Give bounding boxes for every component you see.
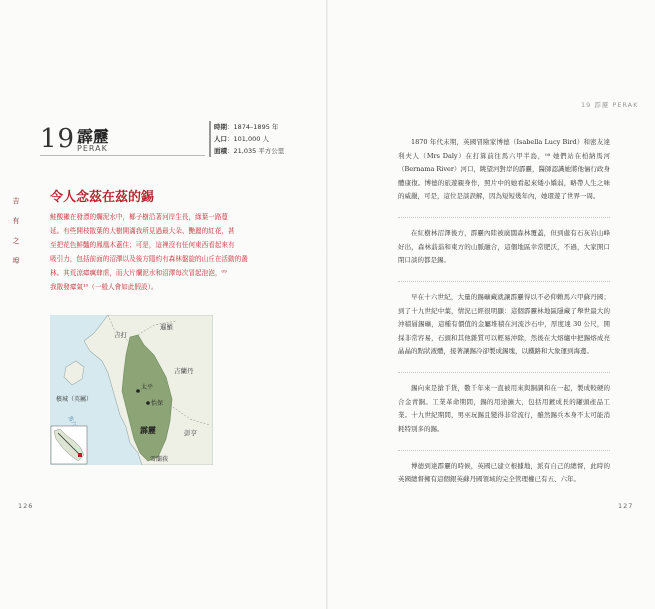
meta-area: 面積：21,035 平方公里 xyxy=(214,147,285,155)
quote-line: 林。其荒涼瘴癘肆虐，而大片爛泥水和沼澤每次冒起泡泡，⁰⁹ xyxy=(50,269,227,277)
quote-line: 吸引力，包括前面的沼澤以及後方隱約有森林盤旋的山丘在活動的叢 xyxy=(50,255,248,263)
map-label-penang: 檳城（英屬） xyxy=(56,396,93,403)
meta-period: 時期：1874–1895 年 xyxy=(214,123,279,131)
paragraph-separator xyxy=(398,450,610,451)
map-label-siam: 暹羅 xyxy=(160,323,173,331)
map-label-kelantan: 吉蘭丹 xyxy=(174,367,194,375)
inset-highlight xyxy=(78,453,82,457)
side-vertical-text xyxy=(11,191,21,271)
page-number: 127 xyxy=(618,502,634,510)
meta-population: 人口：101,000 人 xyxy=(214,135,269,143)
paragraph-separator xyxy=(398,217,610,218)
taiping-dot xyxy=(136,389,140,393)
map-label-ipoh: 怡保 xyxy=(151,400,164,407)
side-char: 埠 xyxy=(12,257,20,265)
paragraph: 錫向來是搶手貨，數千年來一直被用來與銅調和在一起，製成較硬的合金青銅。工業革命期間，錫的用途擴大，包括用鍍成長的罐頭產品工業。十九世紀期間，男巫玩錫且變得非常流行，雖然錫兵本身不太可能消耗特別多的錫。 xyxy=(398,384,610,433)
chapter-number: 19 xyxy=(40,124,76,154)
chapter-title: 霹靂 xyxy=(77,127,110,146)
map-label-kedah: 吉打 xyxy=(114,331,127,339)
meta-value: 1874–1895 年 xyxy=(233,123,279,131)
quote-block xyxy=(50,210,272,294)
map-label-taiping: 太平 xyxy=(141,384,154,391)
perak-map xyxy=(50,315,213,465)
quote-line: 至把花色鮮豔的鳳凰木蓋住；可是，這裡沒有任何東西看起來有 xyxy=(50,241,235,249)
side-char: 吉 xyxy=(12,197,20,205)
meta-label: 人口 xyxy=(214,135,227,143)
side-char: 之 xyxy=(12,237,20,245)
running-head: 19 霹靂 PERAK xyxy=(581,101,639,109)
map-label-perak: 霹靂 xyxy=(140,426,156,435)
paragraph: 1870 年代末期，英國冒險家博德（Isabella Lucy Bird）和密友達利夫人（Mrs Daly）在打算前往馬六甲半島，⁰⁸ 她們站在柏納馬河（Bernama River）河口，眺望河對岸的霹靂，醫師認識她將他倆行政身體康復。博德的旅遊親身作，照片中的她看起來矮小嬌弱，略帶人生之味的威嚴，可是，這位是談誤解，因為短短幾年內，她環遊了世界一周。 xyxy=(398,138,610,200)
quote-line: 延。有些開枝散葉的大樹開滿我所見過最大朵、艷麗的紅花，甚 xyxy=(50,227,235,235)
map-label-pahang: 彭亨 xyxy=(184,429,197,437)
left-page xyxy=(0,0,327,609)
paragraph: 在紅樹林沼澤後方，霹靂內陸被廣闊森林覆蓋，但到處有石灰岩山峰好出，森林蓊蓊和東方的山脈融合，這個地區幸常肥沃，不過，大家開口閉口談的都是錫。 xyxy=(398,229,610,264)
meta-label: 時期 xyxy=(214,123,227,131)
side-char: 有 xyxy=(12,217,20,225)
meta-label: 面積 xyxy=(214,147,227,155)
page-number: 126 xyxy=(18,502,34,510)
quote-title: 令人念茲在茲的錫 xyxy=(50,190,155,205)
quote-line: 我散發瘴氣¹⁰（一般人會如此假設）。 xyxy=(50,283,158,291)
meta-value: 21,035 平方公里 xyxy=(233,147,285,155)
meta-bar xyxy=(209,121,211,157)
body-text xyxy=(398,136,610,500)
paragraph-separator xyxy=(398,372,610,373)
chapter-rule xyxy=(40,155,205,156)
paragraph: 博德到達霹靂的時候，英國已建立根據地，派有自己的總督，此時的英國總督擁有這個銀英蘇丹國領域的完全管理權已有五、六年。 xyxy=(398,461,610,483)
map-label-selangor: 雪蘭莪 xyxy=(150,456,169,463)
ipoh-dot xyxy=(146,401,150,405)
quote-line: 鮭酸獺在發漂的爛泥水中，椰子樹沿著河岸生長，綠葉一路蔓 xyxy=(50,213,229,221)
meta-value: 101,000 人 xyxy=(233,135,269,143)
chapter-subtitle: PERAK xyxy=(77,144,108,153)
paragraph-separator xyxy=(398,281,610,282)
paragraph: 早在十六世紀，大量的錫礦藏就讓霹靂得以不必仰賴馬六甲蘇丹國；到了十九世紀中葉，情況已經很明顯：這個霹靂林地區隱藏了舉世最大的沖積層錫礦，這種有價值的金屬堆積在河流沙石中，厚度達 30 公尺，開採非常容易，石頭和其他雜質可以輕易沖除，然後在大熔爐中把錫熔成亮晶晶的點狀液體，接著讓錫冷卻製成錫塊，以鐵路和大象運到海邊。 xyxy=(398,293,610,355)
